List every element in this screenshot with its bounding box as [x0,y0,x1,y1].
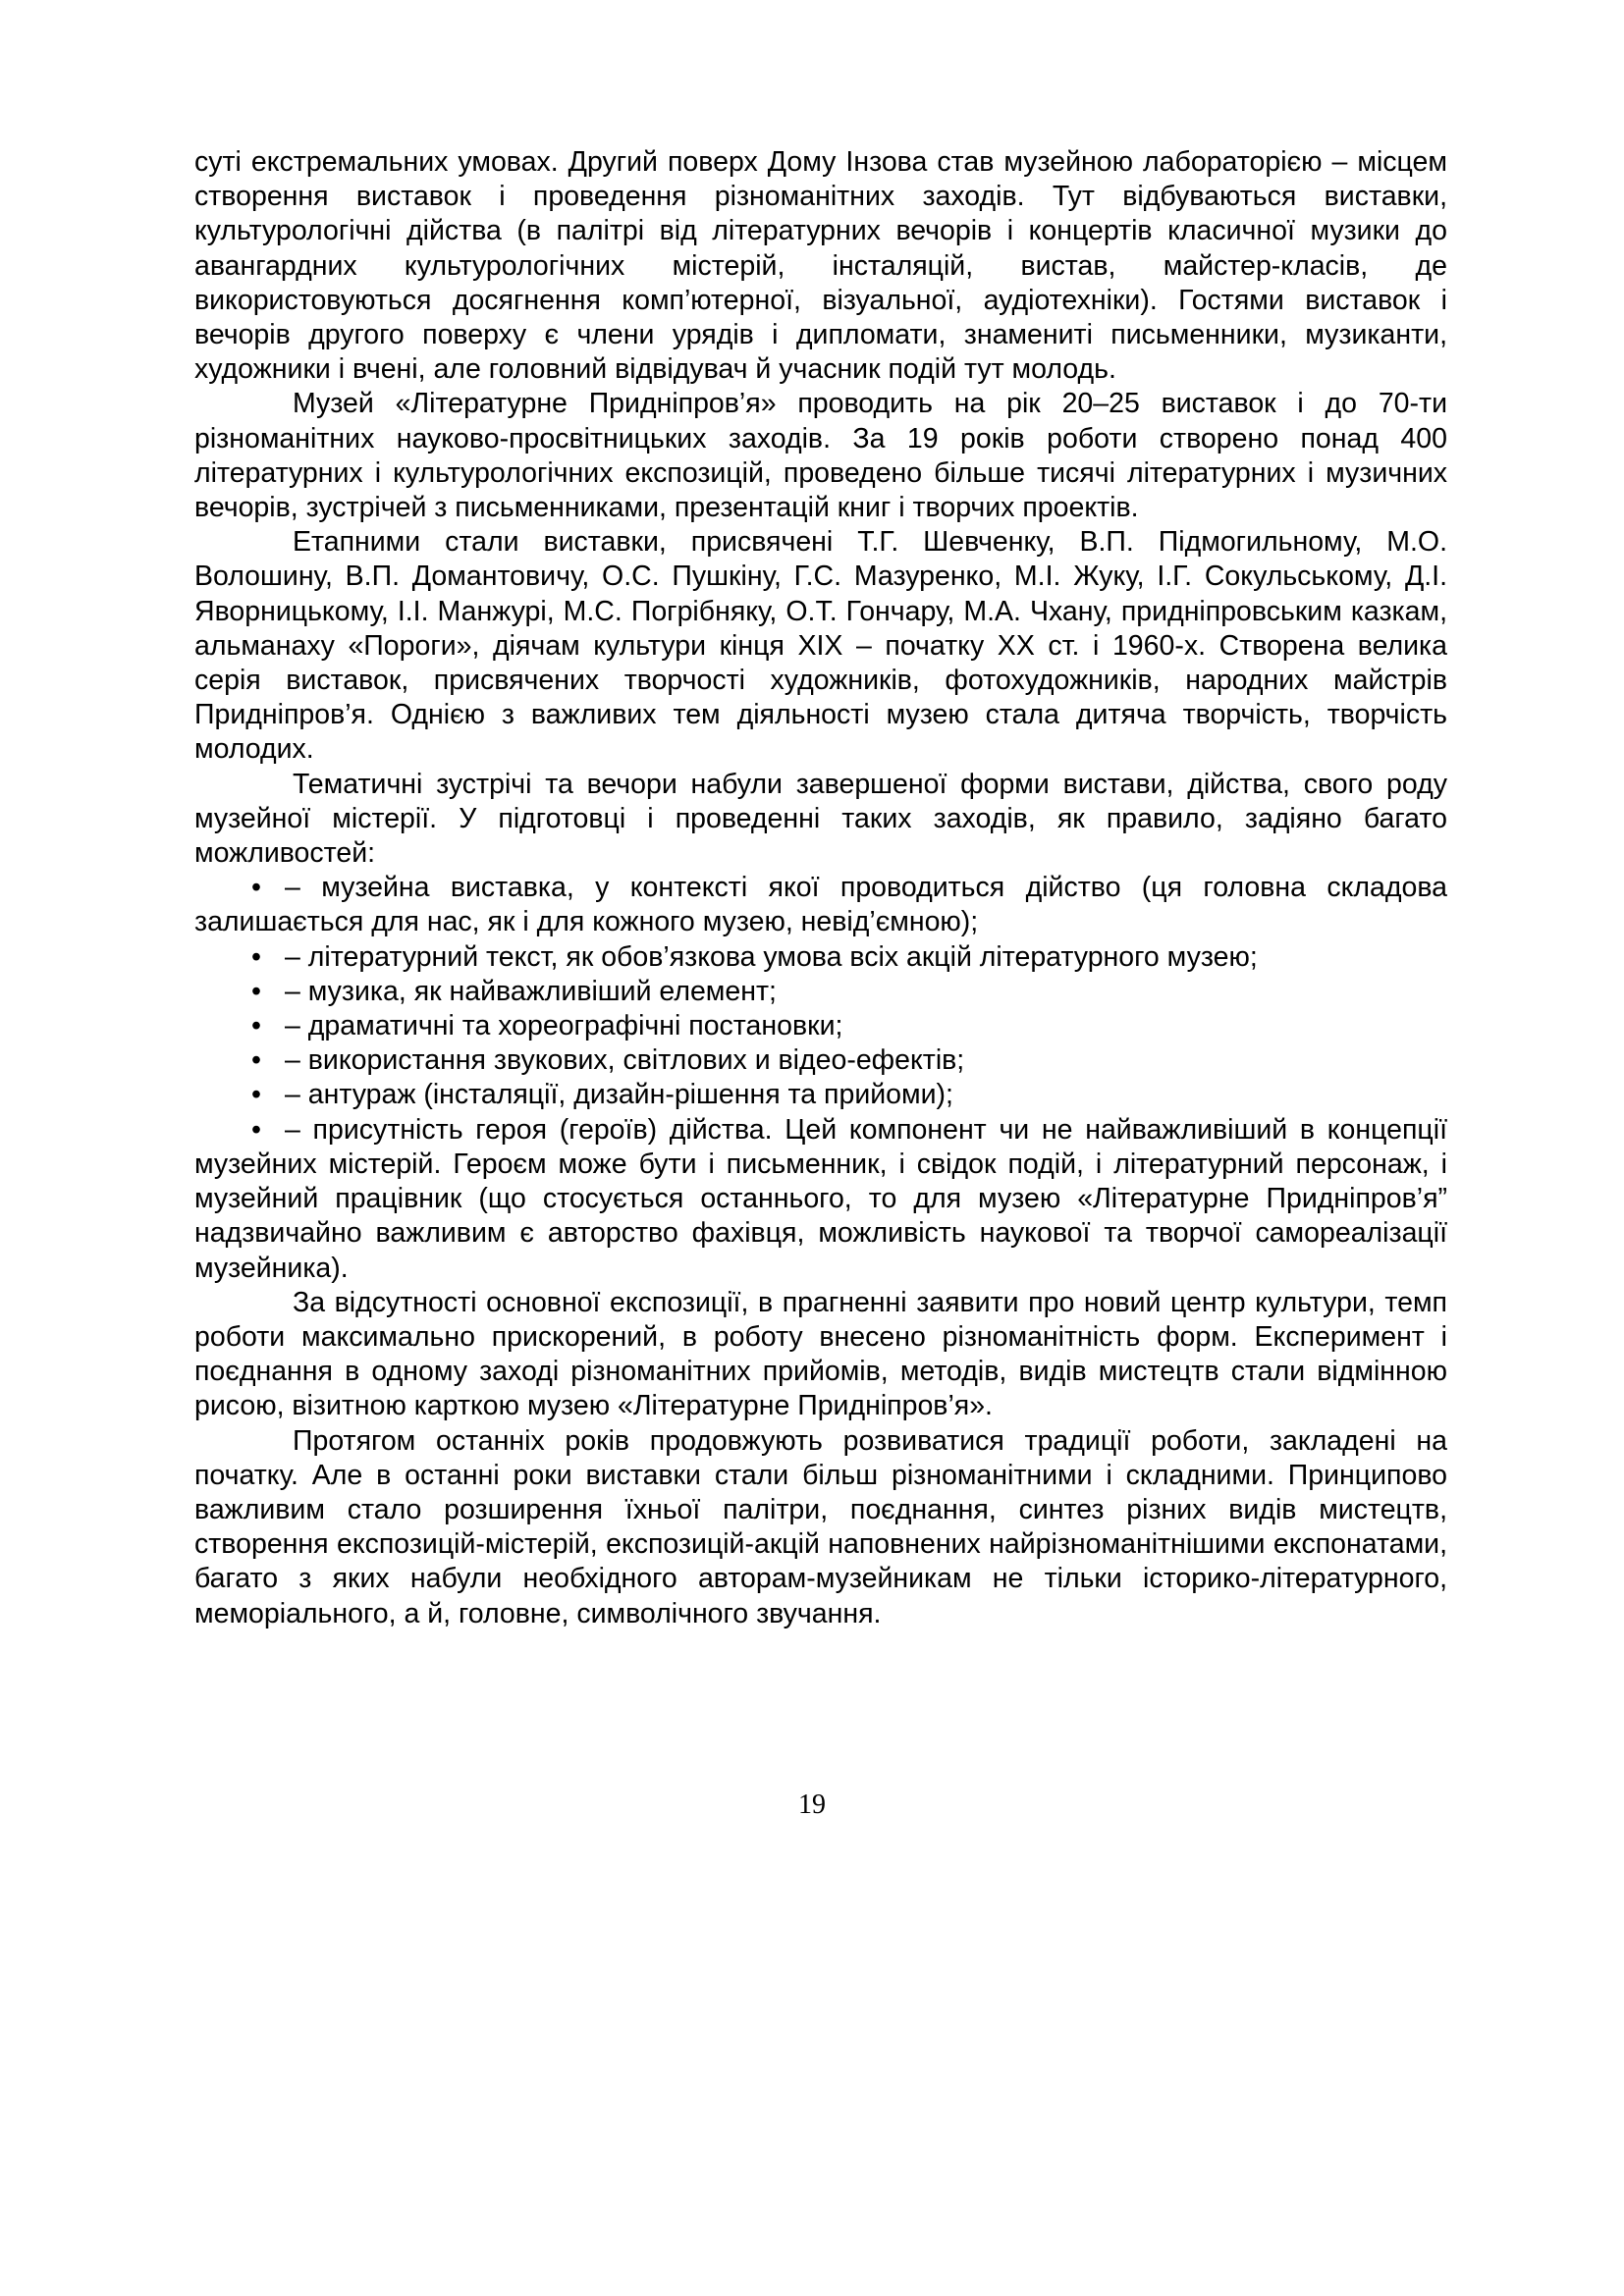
page-body [194,145,1447,1631]
list-item-text: – антураж (інсталяції, дизайн-рішення та прийоми); [285,1079,953,1111]
list-item [194,871,1447,939]
paragraph-continuation: суті екстремальних умовах. Другий поверх Дому Інзова став музейною лабораторією – місцем створення виставок і проведення різноманітних заходів. Тут відбуваються виставки, культурологічні дійства (в палітрі від літературних вечорів і концертів класичної музики до авангардних культурологічних містерій, інсталяцій, вистав, майстер-класів, де використовуються досягнення комп’ютерної, візуальної, аудіотехніки). Гостями виставок і вечорів другого поверху є члени урядів і дипломати, знамениті письменники, музиканти, художники і вчені, але головний відвідувач й учасник подій тут молодь. [194,146,1447,386]
list-item-text: – використання звукових, світлових и відео-ефектів; [285,1044,965,1077]
list-item-text: – музика, як найважливіший елемент; [285,975,777,1007]
paragraph-exhibitions: Етапними стали виставки, присвячені Т.Г. Шевченку, В.П. Підмогильному, М.О. Волошину, В.П. Домантовичу, О.С. Пушкіну, Г.С. Мазуренко, М.І. Жуку, І.Г. Сокульському, Д.І. Яворницькому, І.І. Манжурі, М.С. Погрібняку, О.Т. Гончару, М.А. Чхану, придніпровським казкам, альманаху «Пороги», діячам культури кінця ХІХ – початку ХХ ст. і 1960-х. Створена велика серія виставок, присвячених творчості художників, фотохудожників, народних майстрів Придніпров’я. Однією з важливих тем діяльності музею стала дитяча творчість, творчість молодих. [194,526,1447,766]
list-item [194,975,1447,1009]
list-item [194,1113,1447,1286]
bullet-icon: • [251,940,261,973]
page-number: 19 [798,1789,826,1820]
bullet-icon: • [251,872,261,904]
list-item-text: – літературний текст, як обов’язкова умова всіх акцій літературного музею; [285,940,1258,973]
paragraph-museum-stats: Музей «Літературне Придніпров’я» проводить на рік 20–25 виставок і до 70-ти різноманітних науково-просвітницьких заходів. За 19 років роботи створено понад 400 літературних і культурологічних експозицій, проведено більше тисячі літературних і музичних вечорів, зустрічей з письменниками, презентацій книг і творчих проектів. [194,388,1447,524]
bullet-icon: • [251,1044,261,1077]
paragraph-experiment: За відсутності основної експозиції, в прагненні заявити про новий центр культури, темп роботи максимально прискорений, в роботу внесено різноманітність форм. Експеримент і поєднання в одному заході різноманітних прийомів, методів, видів мистецтв стали відмінною рисою, візитною карткою музею «Літературне Придніпров’я». [194,1286,1447,1422]
bullet-icon: • [251,975,261,1007]
paragraph-traditions: Протягом останніх років продовжують розвиватися традиції роботи, закладені на початку. Але в останні роки виставки стали більш різноманітними і складними. Принципово важливим стало розширення їхньої палітри, поєднання, синтез різних видів мистецтв, створення експозицій-містерій, експозицій-акцій наповнених найрізноманітнішими експонатами, багато з яких набули необхідного авторам-музейникам не тільки історико-літературного, меморіального, а й, головне, символічного звучання. [194,1424,1447,1629]
bullet-icon: • [251,1010,261,1042]
list-item-text: – драматичні та хореографічні постановки; [285,1010,843,1042]
bullet-list [194,871,1447,1285]
bullet-icon: • [251,1113,261,1146]
list-item-text: – присутність героя (героїв) дійства. Цей компонент чи не найважливіший в концепції музейних містерій. Героєм може бути і письменник, і свідок подій, і літературний персонаж, і музейний працівник (що стосується останнього, то для музею «Літературне Придніпров’я” надзвичайно важливим є авторство фахівця, можливість наукової та творчої самореалізації музейника). [194,1113,1447,1284]
list-item [194,1009,1447,1043]
list-item [194,1078,1447,1112]
list-item [194,940,1447,975]
list-item [194,1043,1447,1078]
bullet-icon: • [251,1079,261,1111]
list-item-text: – музейна виставка, у контексті якої проводиться дійство (ця головна складова залишається для нас, як і для кожного музею, невід’ємною); [194,872,1447,938]
paragraph-thematic-meetings: Тематичні зустрічі та вечори набули завершеної форми вистави, дійства, свого роду музейної містерії. У підготовці і проведенні таких заходів, як правило, задіяно багато можливостей: [194,768,1447,870]
